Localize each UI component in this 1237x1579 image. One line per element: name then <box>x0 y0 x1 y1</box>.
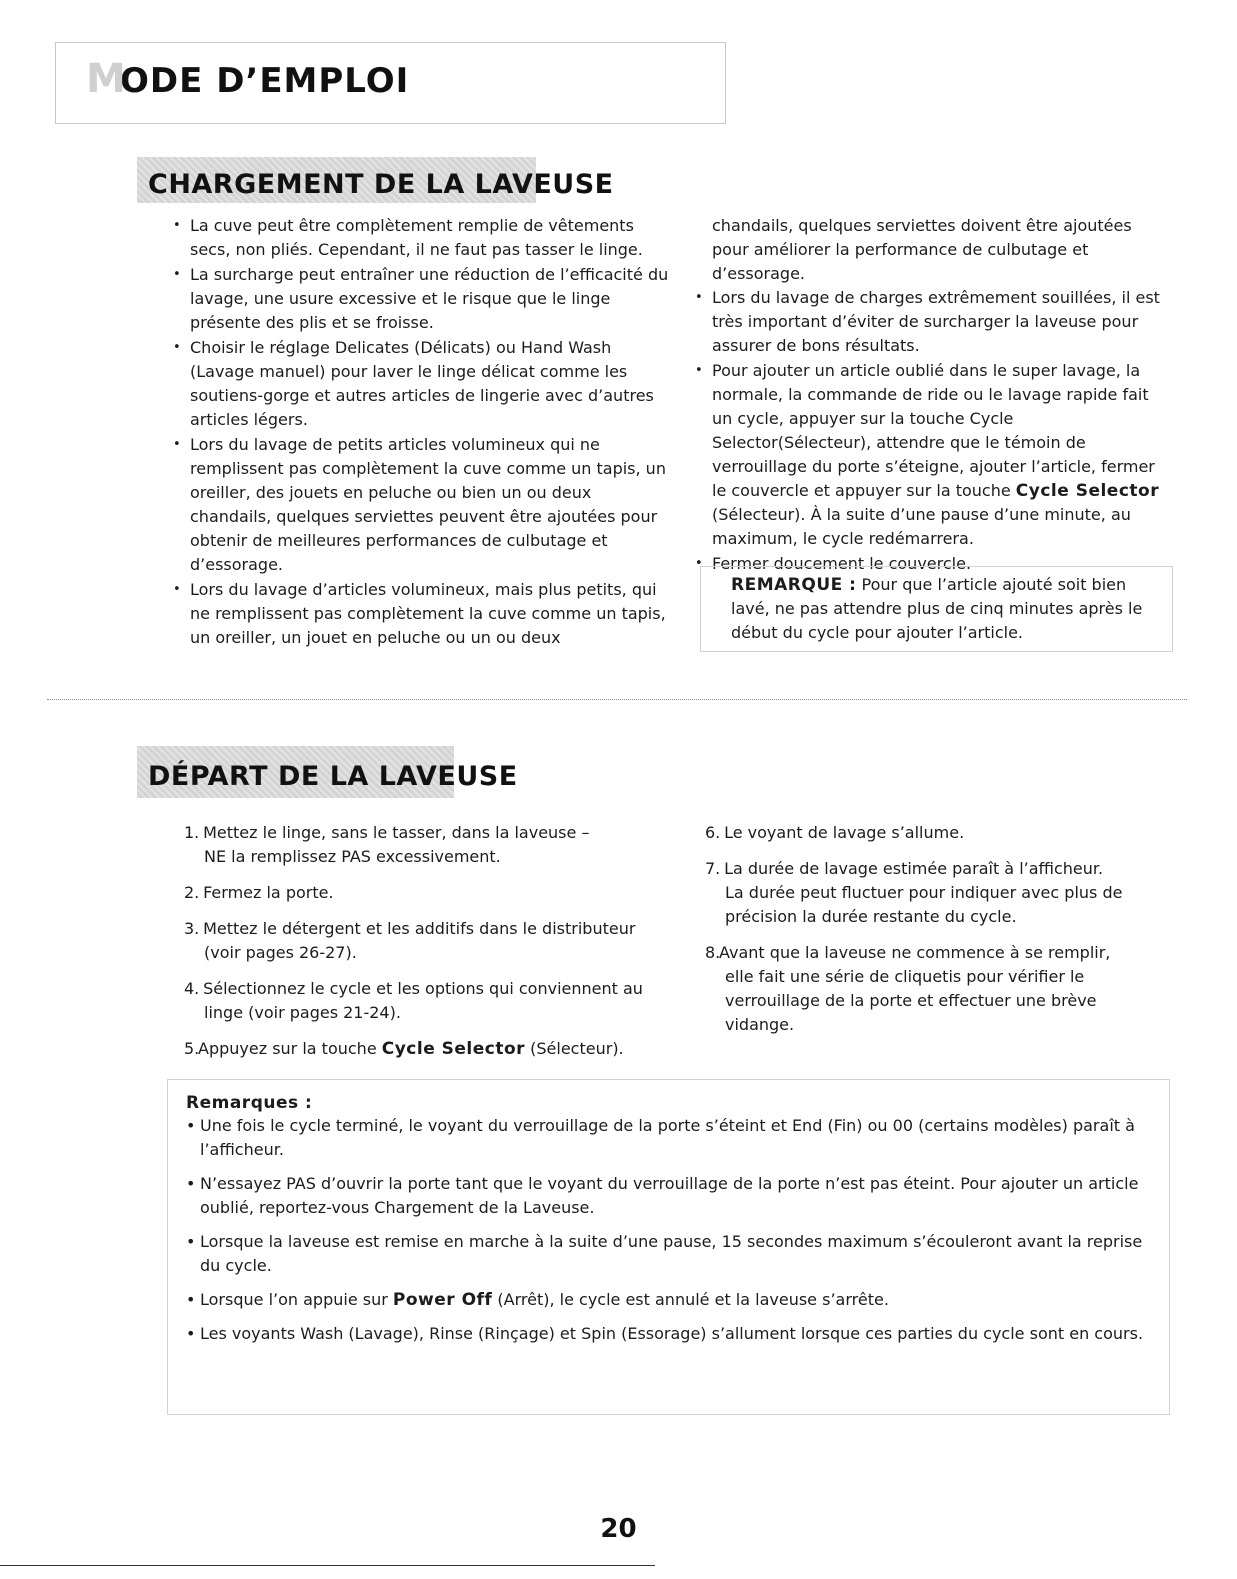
note-text: Pour que l’article ajouté soit bien lavé, ne pas attendre plus de cinq minutes après le début du cycle pour ajouter l’article. <box>731 575 1143 642</box>
steps-column-right <box>705 821 1145 1049</box>
list-item: • N’essayez PAS d’ouvrir la porte tant que le voyant du verrouillage de la porte n’est pas éteint. Pour ajouter un article oublié, reportez-vous Chargement de la Laveuse. <box>186 1172 1149 1220</box>
page-header <box>55 42 726 124</box>
footer-rule <box>0 1565 655 1566</box>
list-item: • Lorsque la laveuse est remise en marche à la suite d’une pause, 15 secondes maximum s’écouleront avant la reprise du cycle. <box>186 1230 1149 1278</box>
step-number: 1. <box>184 823 200 842</box>
list-item: • Fermer doucement le couvercle. <box>695 552 1173 576</box>
title-text: ODE D’EMPLOI <box>120 61 410 101</box>
list-item <box>186 1288 1149 1312</box>
list-item: • Lors du lavage de petits articles volumineux qui ne remplissent pas complètement la cuve comme un tapis, un oreiller, des jouets en peluche ou bien un ou deux chandails, quelques serviettes peuvent être ajoutées pour obtenir de meilleures performances de culbutage et d’essorage. <box>173 433 673 577</box>
section-heading-loading <box>137 157 614 203</box>
section-title-start: DÉPART DE LA LAVEUSE <box>148 761 518 792</box>
step-text: linge (voir pages 21-24). <box>204 1003 401 1022</box>
list-item-text: (Sélecteur). À la suite d’une pause d’une minute, au maximum, le cycle redémarrera. <box>712 505 1131 548</box>
section-title-loading: CHARGEMENT DE LA LAVEUSE <box>148 169 614 200</box>
note-box <box>700 566 1173 652</box>
list-item: • Une fois le cycle terminé, le voyant du verrouillage de la porte s’éteint et End (Fin) ou 00 (certains modèles) paraît à l’afficheur. <box>186 1114 1149 1162</box>
step-number: 3. <box>184 919 200 938</box>
power-off-label: Power Off <box>392 1290 493 1310</box>
list-item-text: Pour ajouter un article oublié dans le super lavage, la normale, la commande de ride ou le lavage rapide fait un cycle, appuyer sur la touche Cycle Selector(Sélecteur), attendre que le témoin de verrouillage du porte s’éteigne, ajouter l’article, fermer le couvercle et appuyer sur la touche <box>712 361 1155 500</box>
loading-column-left <box>173 214 673 651</box>
step-4 <box>184 977 664 1025</box>
list-item: • Lors du lavage de charges extrêmement souillées, il est très important d’éviter de surcharger la laveuse pour assurer de bons résultats. <box>695 286 1173 358</box>
step-2 <box>184 881 664 905</box>
section-heading-start <box>137 746 518 798</box>
loading-bullet-list <box>173 214 673 650</box>
step-3 <box>184 917 664 965</box>
list-item: • La cuve peut être complètement remplie de vêtements secs, non pliés. Cependant, il ne faut pas tasser le linge. <box>173 214 673 262</box>
step-text: Fermez la porte. <box>203 883 334 902</box>
page-title <box>86 56 410 102</box>
step-number: 6. <box>705 823 721 842</box>
step-6 <box>705 821 1145 845</box>
page-number: 20 <box>600 1514 637 1544</box>
loading-column-right <box>695 214 1173 577</box>
loading-bullet-list-right <box>695 286 1173 576</box>
list-item <box>695 359 1173 551</box>
step-8 <box>705 941 1145 1037</box>
list-item: • La surcharge peut entraîner une réduction de l’efficacité du lavage, une usure excessive et le risque que le linge présente des plis et se froisse. <box>173 263 673 335</box>
step-text: vidange. <box>725 1015 795 1034</box>
step-text: Appuyez sur la touche <box>198 1039 382 1058</box>
step-text: Mettez le détergent et les additifs dans le distributeur <box>203 919 636 938</box>
continued-text: chandails, quelques serviettes doivent être ajoutées pour améliorer la performance de culbutage et d’essorage. <box>712 216 1132 283</box>
title-initial: M <box>86 56 127 102</box>
list-item-text: Lorsque l’on appuie sur <box>200 1290 393 1309</box>
step-number: 5. <box>184 1039 200 1058</box>
list-item: • Choisir le réglage Delicates (Délicats) ou Hand Wash (Lavage manuel) pour laver le linge délicat comme les soutiens-gorge et autres articles de lingerie avec d’autres articles légers. <box>173 336 673 432</box>
step-number: 4. <box>184 979 200 998</box>
step-text: elle fait une série de cliquetis pour vérifier le <box>725 967 1085 986</box>
cycle-selector-label: Cycle Selector <box>1015 481 1160 501</box>
note-label: REMARQUE : <box>731 575 857 595</box>
step-5 <box>184 1037 664 1061</box>
step-text: verrouillage de la porte et effectuer une brève <box>725 991 1097 1010</box>
step-number: 8. <box>705 943 721 962</box>
step-text: Le voyant de lavage s’allume. <box>724 823 965 842</box>
step-text: La durée de lavage estimée paraît à l’afficheur. <box>724 859 1104 878</box>
step-text: La durée peut fluctuer pour indiquer avec plus de <box>725 883 1123 902</box>
cycle-selector-label: Cycle Selector <box>381 1039 526 1059</box>
steps-list <box>184 821 664 1061</box>
step-number: 2. <box>184 883 200 902</box>
remarks-heading: Remarques : <box>186 1093 313 1113</box>
steps-list <box>705 821 1145 1037</box>
remarks-list <box>186 1114 1149 1346</box>
step-7 <box>705 857 1145 929</box>
step-text: Avant que la laveuse ne commence à se remplir, <box>719 943 1111 962</box>
step-text: Sélectionnez le cycle et les options qui conviennent au <box>203 979 643 998</box>
steps-column-left <box>184 821 664 1073</box>
remarks-box <box>167 1079 1170 1415</box>
list-item: • Les voyants Wash (Lavage), Rinse (Rinçage) et Spin (Essorage) s’allument lorsque ces parties du cycle sont en cours. <box>186 1322 1149 1346</box>
list-item: • Lors du lavage d’articles volumineux, mais plus petits, qui ne remplissent pas complètement la cuve comme un tapis, un oreiller, un jouet en peluche ou un ou deux <box>173 578 673 650</box>
list-item-text: (Arrêt), le cycle est annulé et la laveuse s’arrête. <box>492 1290 889 1309</box>
step-1 <box>184 821 664 869</box>
step-text: (Sélecteur). <box>525 1039 624 1058</box>
step-text: Mettez le linge, sans le tasser, dans la laveuse – <box>203 823 590 842</box>
step-text: (voir pages 26-27). <box>204 943 357 962</box>
step-text: précision la durée restante du cycle. <box>725 907 1017 926</box>
step-number: 7. <box>705 859 721 878</box>
section-divider <box>47 699 1187 700</box>
step-text: NE la remplissez PAS excessivement. <box>204 847 501 866</box>
